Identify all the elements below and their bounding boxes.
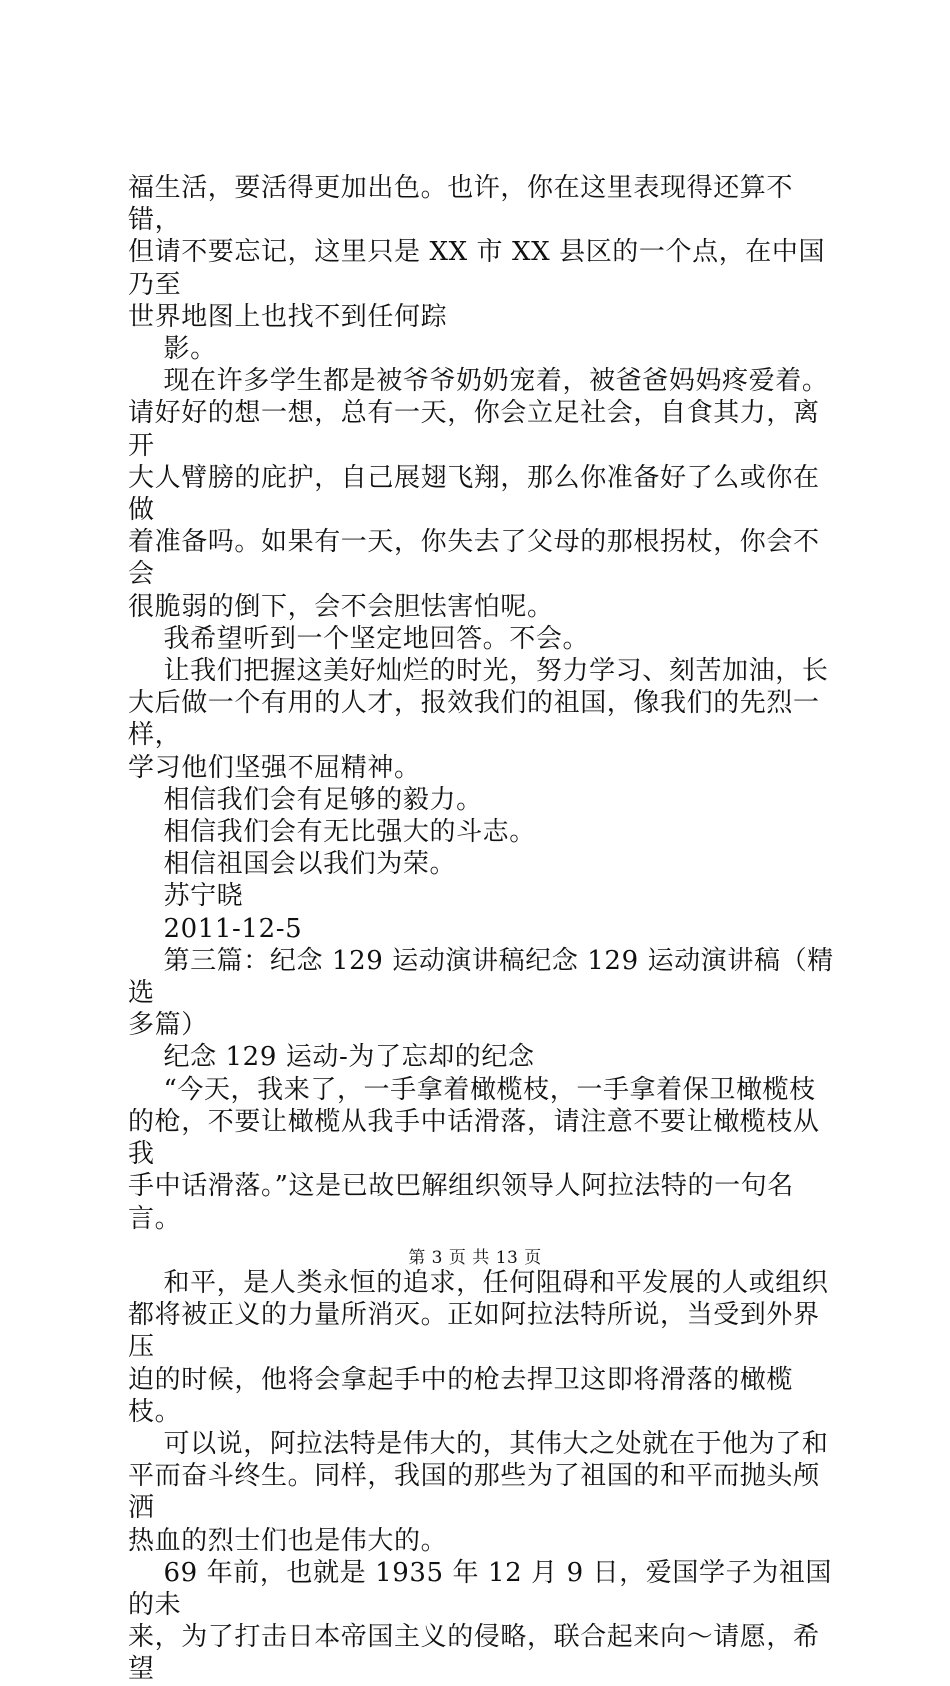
section-heading: 第三篇：纪念 129 运动演讲稿纪念 129 运动演讲稿（精选	[128, 945, 834, 1009]
text-line: 平而奋斗终生。同样，我国的那些为了祖国的和平而抛头颅洒	[128, 1461, 820, 1524]
text-line: 请好好的想一想，总有一天，你会立足社会，自食其力，离开	[128, 398, 820, 461]
author-name: 苏宁晓	[128, 881, 244, 912]
text-line: 手中话滑落。”这是已故巴解组织领导人阿拉法特的一句名言。	[128, 1171, 794, 1234]
section-heading-cont: 多篇）	[128, 1010, 208, 1041]
text-line: 热血的烈士们也是伟大的。	[128, 1525, 448, 1556]
text-line: 但请不要忘记，这里只是 XX 市 XX 县区的一个点，在中国乃至	[128, 237, 826, 300]
text-line: 世界地图上也找不到任何踪	[128, 301, 448, 332]
text-line: 大人臂膀的庇护，自己展翅飞翔，那么你准备好了么或你在做	[128, 462, 820, 526]
text-line: 很脆弱的倒下，会不会胆怯害怕呢。	[128, 591, 554, 622]
text-line: “今天，我来了，一手拿着橄榄枝，一手拿着保卫橄榄枝	[128, 1074, 816, 1105]
text-line: 的枪，不要让橄榄从我手中话滑落，请注意不要让橄榄枝从我	[128, 1106, 820, 1170]
text-line: 迫的时候，他将会拿起手中的枪去捍卫这即将滑落的橄榄枝。	[128, 1364, 794, 1427]
text-line: 大后做一个有用的人才，报效我们的祖国，像我们的先烈一样，	[128, 688, 820, 751]
text-line: 我希望听到一个坚定地回答。不会。	[128, 623, 590, 654]
text-line: 69 年前，也就是 1935 年 12 月 9 日，爱国学子为祖国的未	[128, 1557, 832, 1620]
text-line: 和平，是人类永恒的追求，任何阻碍和平发展的人或组织	[128, 1267, 829, 1298]
text-line: 福生活，要活得更加出色。也许，你在这里表现得还算不错，	[128, 173, 794, 236]
text-line: 相信我们会有无比强大的斗志。	[128, 817, 536, 848]
text-line: 都将被正义的力量所消灭。正如阿拉法特所说，当受到外界压	[128, 1300, 820, 1363]
text-line: 相信祖国会以我们为荣。	[128, 849, 457, 880]
text-line: 可以说，阿拉法特是伟大的，其伟大之处就在于他为了和	[128, 1428, 829, 1459]
document-body	[128, 172, 838, 1686]
text-line: 现在许多学生都是被爷爷奶奶宠着，被爸爸妈妈疼爱着。	[128, 366, 829, 397]
text-line: 学习他们坚强不屈精神。	[128, 752, 421, 783]
text-line: 让我们把握这美好灿烂的时光，努力学习、刻苦加油，长	[128, 656, 829, 687]
text-line: 相信我们会有足够的毅力。	[128, 784, 483, 815]
date-line: 2011-12-5	[128, 913, 303, 944]
subtitle-line: 纪念 129 运动-为了忘却的纪念	[128, 1042, 535, 1073]
page-footer: 第 3 页 共 13 页	[408, 1248, 542, 1268]
text-line: 着准备吗。如果有一天，你失去了父母的那根拐杖，你会不会	[128, 527, 820, 590]
text-line: 影。	[128, 334, 217, 365]
text-line: 来，为了打击日本帝国主义的侵略，联合起来向～请愿，希望	[128, 1622, 820, 1685]
